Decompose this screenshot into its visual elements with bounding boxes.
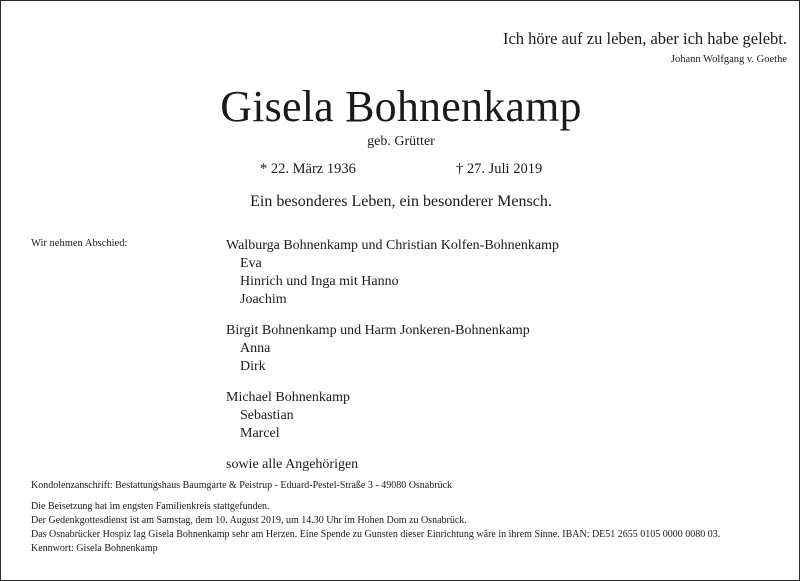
death-date: † 27. Juli 2019 [456,161,543,177]
deceased-name: Gisela Bohnenkamp [220,82,582,131]
condolence-address: Kondolenzanschrift: Bestattungshaus Baumgarte & Peistrup - Eduard-Pestel-Straße 3 - 49080 Osnabrück [31,480,453,491]
relatives-line: sowie alle Angehörigen [226,457,359,472]
family-member: Joachim [240,292,287,307]
family-member: Dirk [240,359,266,374]
family-member: Marcel [240,426,280,441]
family-member: Hinrich und Inga mit Hanno [240,274,399,289]
family-head: Michael Bohnenkamp [226,390,351,405]
family-head: Birgit Bohnenkamp und Harm Jonkeren-Bohnenkamp [226,323,530,338]
footer-notes [31,479,720,556]
mourners-list [226,237,559,474]
family-group [226,389,559,443]
family-member: Anna [240,341,271,356]
family-group [226,322,559,376]
birth-date: * 22. März 1936 [260,161,356,177]
quote-author: Johann Wolfgang v. Goethe [670,54,787,65]
farewell-label: Wir nehmen Abschied: [31,238,128,249]
donation-note: Das Osnabrücker Hospiz lag Gisela Bohnenkamp sehr am Herzen. Eine Spende zu Gunsten dieser Einrichtung wäre in ihrem Sinne. IBAN: DE51 2655 0105 0000 0080 03. [31,529,721,540]
family-member: Eva [240,256,262,271]
family-group [226,237,559,309]
motto: Ein besonderes Leben, ein besonderer Mensch. [250,193,552,210]
family-member: Sebastian [240,408,294,423]
memorial-service-note: Der Gedenkgottesdienst ist am Samstag, dem 10. August 2019, um 14.30 Uhr im Hohen Dom zu Osnabrück. [31,515,467,526]
donation-keyword: Kennwort: Gisela Bohnenkamp [31,543,158,554]
quote-text: Ich höre auf zu leben, aber ich habe gelebt. [502,29,787,48]
burial-note: Die Beisetzung hat im engsten Familienkreis stattgefunden. [31,501,270,512]
maiden-name: geb. Grütter [367,134,435,149]
family-head: Walburga Bohnenkamp und Christian Kolfen-Bohnenkamp [226,238,559,253]
